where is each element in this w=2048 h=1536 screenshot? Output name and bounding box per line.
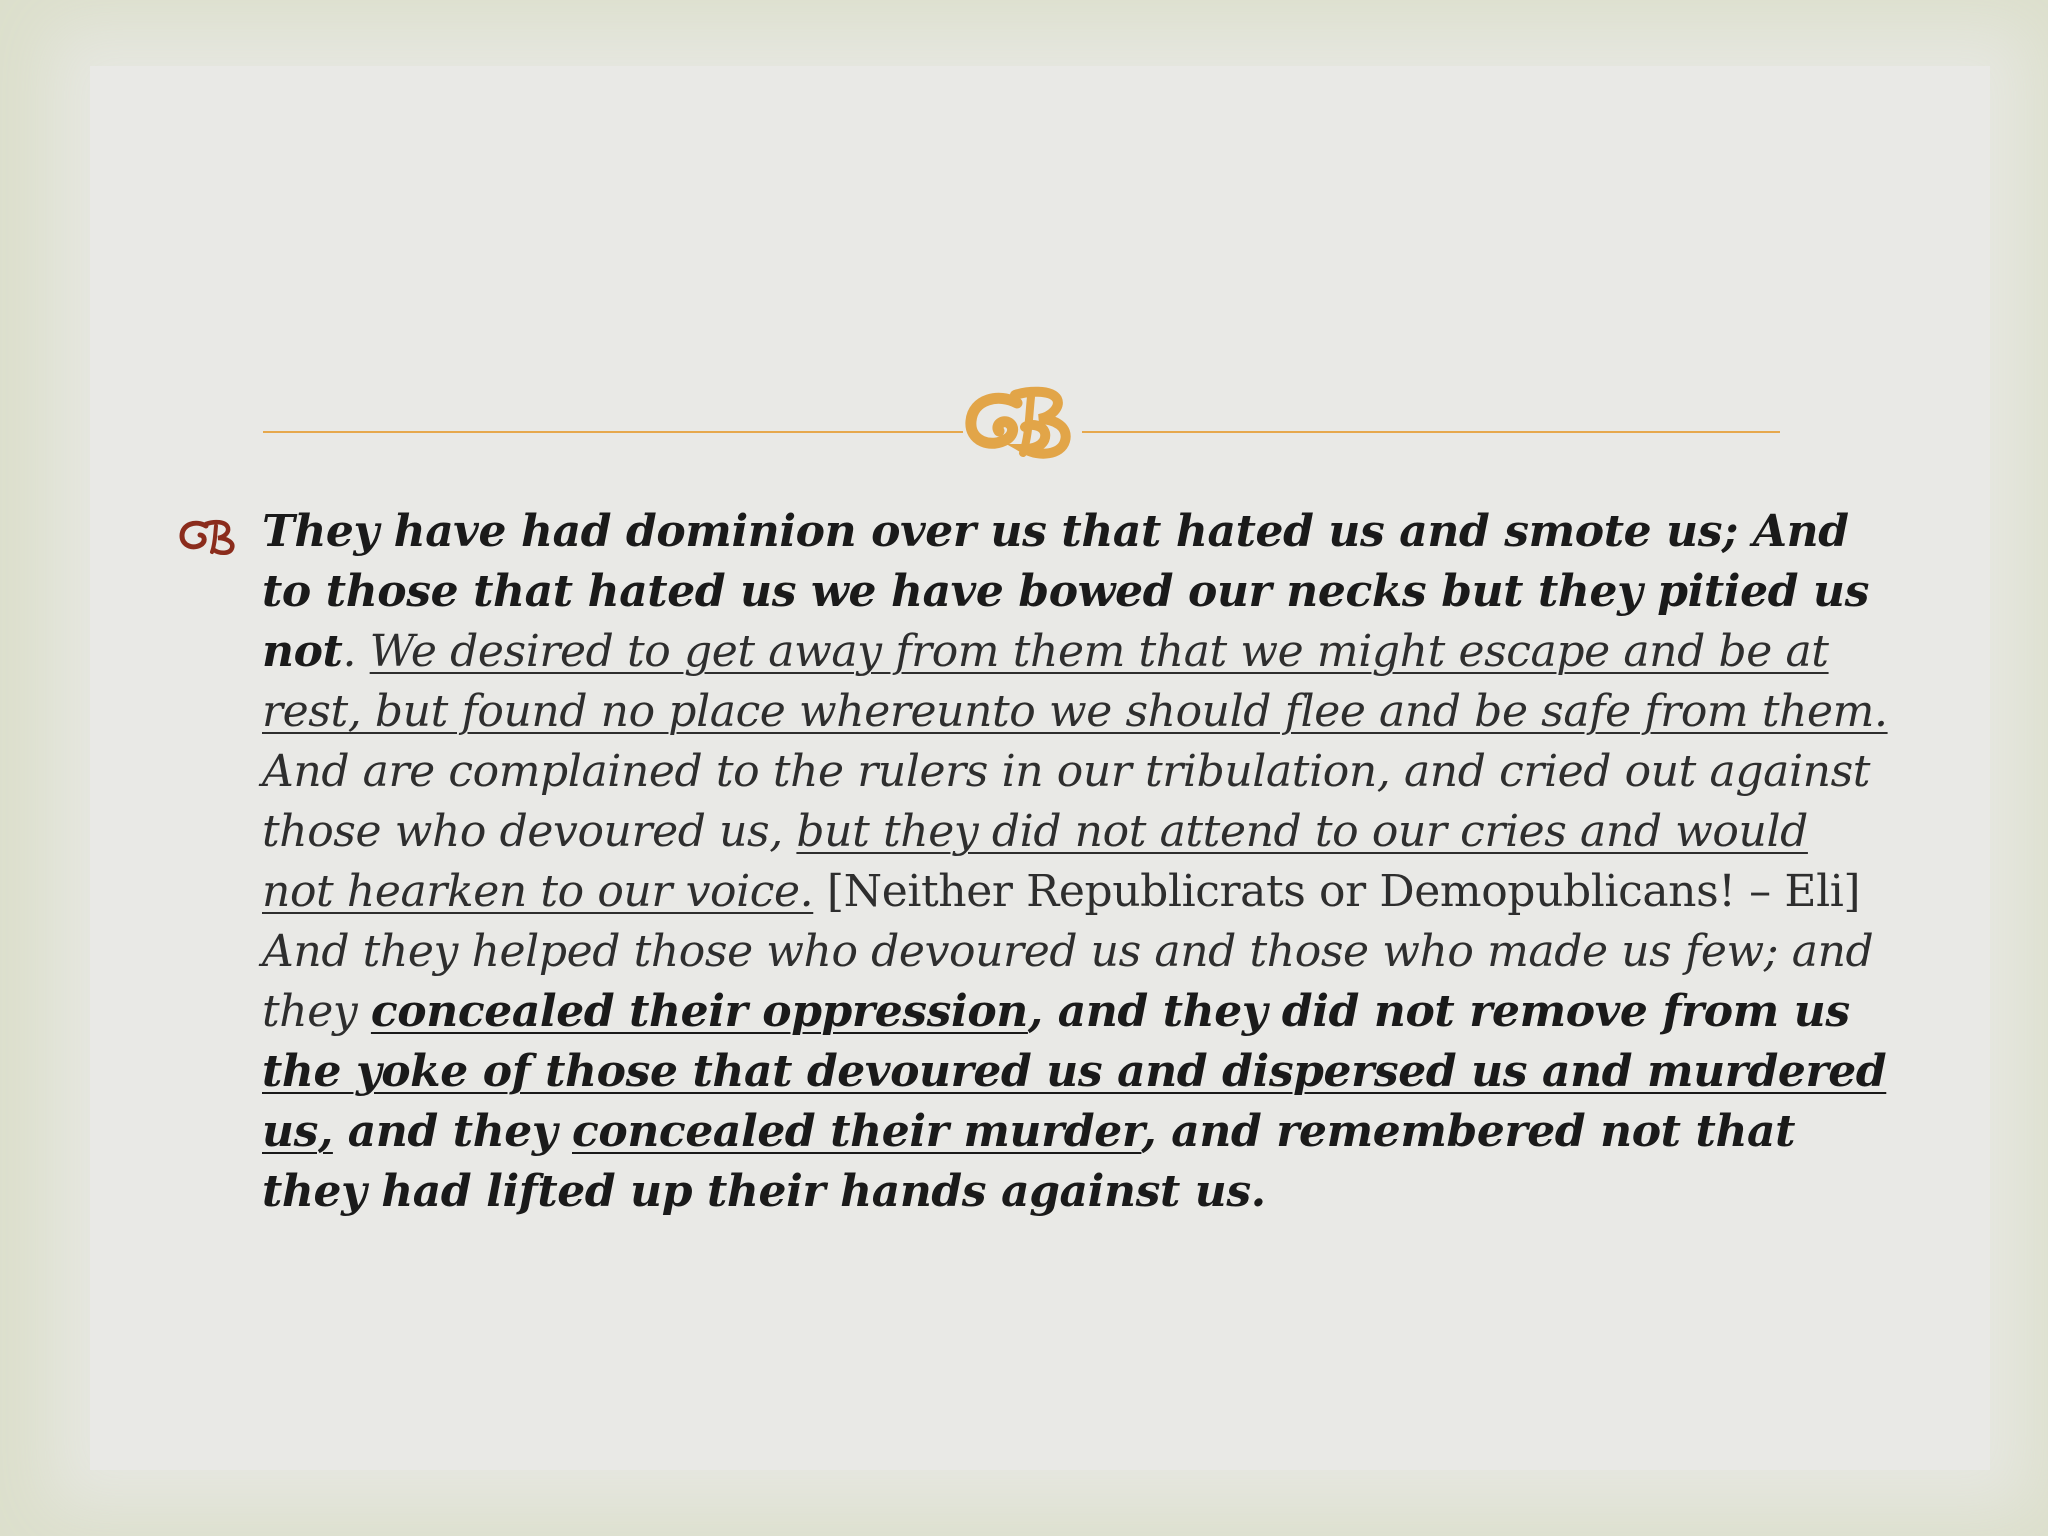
title-rule-right [1082, 431, 1780, 433]
quote-segment-helped: And they helped those who devoured us and those who made us few; and they [262, 926, 1874, 1037]
quote-segment-editorial-note: [Neither Republicrats or Demopublicans! – Eli] [813, 866, 1861, 917]
flourish-bullet-icon [176, 516, 240, 556]
flourish-ornament-icon [955, 370, 1095, 480]
quote-segment-yoke: the yoke of those that devoured us and dispersed us and murdered us, [262, 1046, 1887, 1157]
quote-paragraph [262, 502, 1892, 1222]
quote-segment-closing: , and remembered not that they had lifted up their hands against us. [262, 1106, 1796, 1217]
quote-segment-complaint: And are complained to the rulers in our tribulation, and cried out against those who devoured us, [262, 746, 1871, 857]
quote-segment-underlined-cries: but they did not attend to our cries and would not hearken to our voice. [262, 806, 1808, 917]
quote-segment-concealed-oppression: concealed their oppression [370, 986, 1028, 1037]
quote-segment-concealed-murder: concealed their murder [572, 1106, 1142, 1157]
quote-segment-not-remove: , and they did not remove from us [1027, 986, 1850, 1037]
quote-segment-and-they: and they [332, 1106, 572, 1157]
quote-segment-underlined-desire: We desired to get away from them that we might escape and be at rest, but found no place whereunto we should flee and be safe from them. [262, 626, 1888, 737]
quote-segment-period: . [342, 626, 370, 677]
title-rule-left [263, 431, 963, 433]
quote-segment-bold-opening: They have had dominion over us that hated us and smote us; And to those that hated us we have bowed our necks but they pitied us not [262, 506, 1869, 677]
